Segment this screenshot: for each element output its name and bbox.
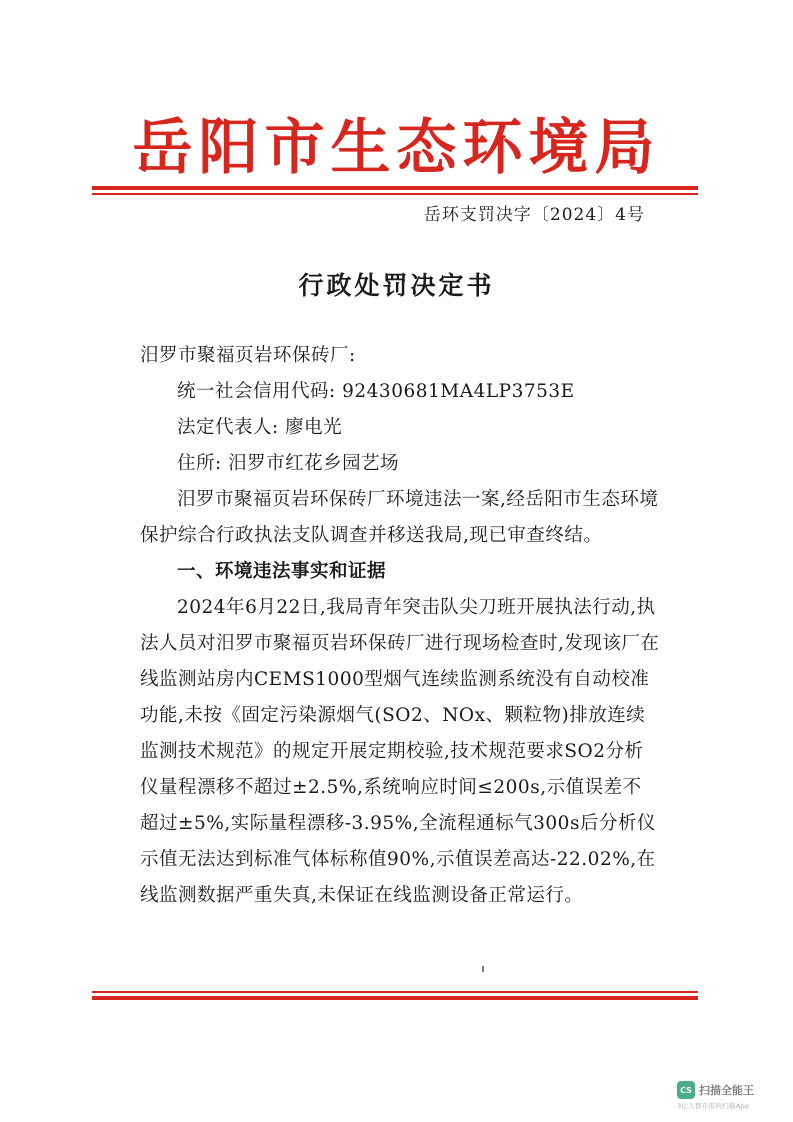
document-number: 岳环支罚决字〔2024〕4号 bbox=[423, 205, 645, 225]
scanner-watermark bbox=[677, 1081, 777, 1110]
section-one-heading: 一、环境违法事实和证据 bbox=[177, 561, 387, 582]
document-body bbox=[140, 338, 660, 914]
document-title: 行政处罚决定书 bbox=[298, 271, 495, 300]
intro-paragraph: 汨罗市聚福页岩环保砖厂环境违法一案,经岳阳市生态环境保护综合行政执法支队调查并移送我局,现已审查终结。 bbox=[140, 489, 659, 546]
scanner-tagline: 3亿人都在用的扫描App bbox=[677, 1102, 750, 1110]
scanner-app-name: 扫描全能王 bbox=[699, 1084, 754, 1097]
party-address: 住所: 汨罗市红花乡园艺场 bbox=[177, 453, 400, 474]
scan-mark bbox=[482, 966, 484, 972]
footer-rule-thick bbox=[92, 996, 698, 1000]
agency-letterhead: 岳阳市生态环境局 bbox=[132, 113, 661, 183]
credit-code: 统一社会信用代码: 92430681MA4LP3753E bbox=[177, 381, 575, 402]
header-rule-thick bbox=[92, 186, 698, 190]
party-name: 汨罗市聚福页岩环保砖厂: bbox=[140, 345, 356, 366]
legal-representative: 法定代表人: 廖电光 bbox=[177, 417, 343, 438]
scanner-logo-icon: CS bbox=[677, 1081, 695, 1099]
footer-rule-thin bbox=[92, 991, 698, 993]
section-one-paragraph: 2024年6月22日,我局青年突击队尖刀班开展执法行动,执法人员对汨罗市聚福页岩环保砖厂进行现场检查时,发现该厂在线监测站房内CEMS1000型烟气连续监测系统没有自动校准功能,未按《固定污染源烟气(SO2、NOx、颗粒物)排放连续监测技术规范》的规定开展定期校验,技术规范要求SO2分析仪量程漂移不超过±2.5%,系统响应时间≤200s,示值误差不超过±5%,实际量程漂移-3.95%,全流程通标气300s后分析仪示值无法达到标准气体标称值90%,示值误差高达-22.02%,在线监测数据严重失真,未保证在线监测设备正常运行。 bbox=[140, 597, 660, 906]
header-rule-thin bbox=[92, 193, 698, 195]
